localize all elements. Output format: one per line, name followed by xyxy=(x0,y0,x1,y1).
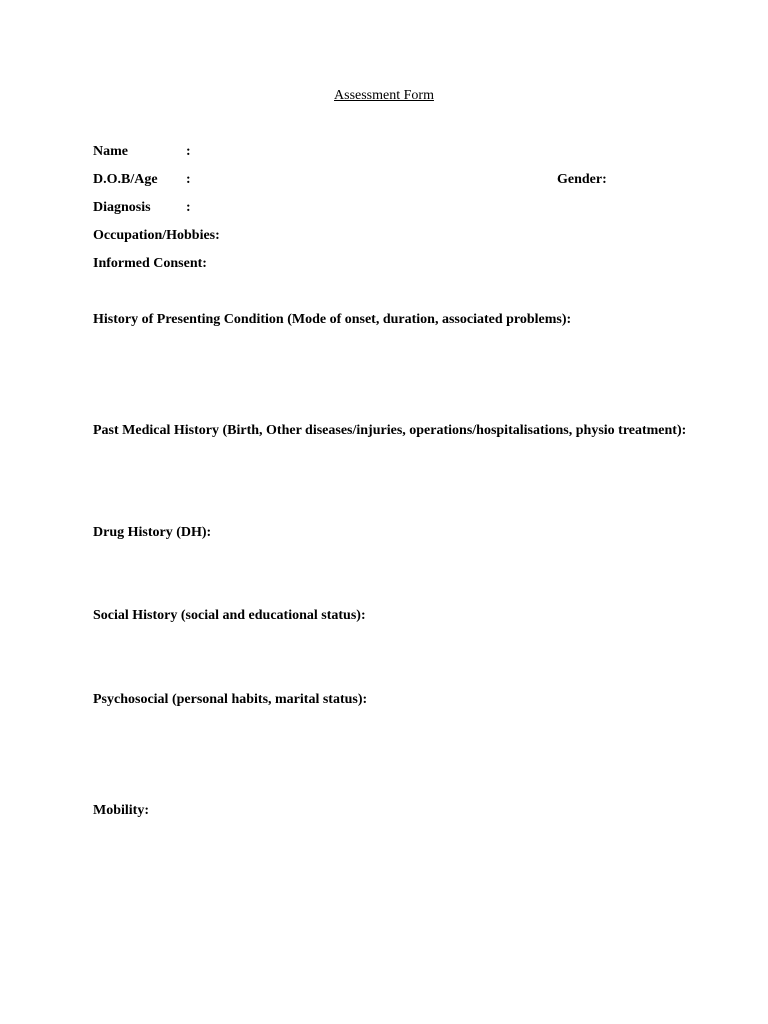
dob-label: D.O.B/Age xyxy=(93,172,158,187)
gender-label: Gender: xyxy=(557,172,607,187)
drug-history-heading: Drug History (DH): xyxy=(93,525,212,540)
dob-colon: : xyxy=(186,172,191,187)
mobility-heading: Mobility: xyxy=(93,803,149,818)
occupation-label: Occupation/Hobbies: xyxy=(93,228,220,243)
name-colon: : xyxy=(186,144,191,159)
history-presenting-heading: History of Presenting Condition (Mode of onset, duration, associated problems): xyxy=(93,312,572,327)
name-label: Name xyxy=(93,144,128,159)
psychosocial-heading: Psychosocial (personal habits, marital status): xyxy=(93,692,368,707)
form-title: Assessment Form xyxy=(334,88,434,103)
past-medical-heading: Past Medical History (Birth, Other diseases/injuries, operations/hospitalisations, physio treatment): xyxy=(93,423,687,438)
diagnosis-label: Diagnosis xyxy=(93,200,151,215)
consent-label: Informed Consent: xyxy=(93,256,207,271)
social-history-heading: Social History (social and educational status): xyxy=(93,608,366,623)
diagnosis-colon: : xyxy=(186,200,191,215)
